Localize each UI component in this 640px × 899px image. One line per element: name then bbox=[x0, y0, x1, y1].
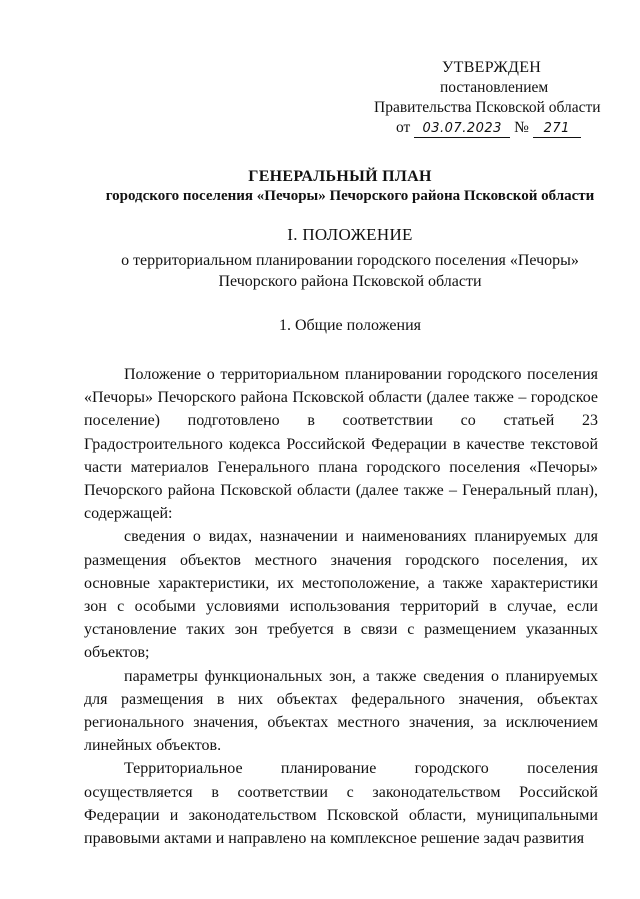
date-number-line bbox=[396, 118, 604, 138]
section-subtitle-line1: о территориальном планировании городского поселения «Печоры» bbox=[121, 252, 579, 269]
document-subtitle: городского поселения «Печоры» Печорского района Псковской области bbox=[105, 188, 595, 204]
section-subtitle-line2: Печорского района Псковской области bbox=[218, 273, 482, 290]
handwritten-date: 03.07.2023 bbox=[414, 121, 510, 138]
resolution-label: постановлением bbox=[440, 79, 549, 96]
handwritten-number: 271 bbox=[533, 121, 581, 138]
approved-label: УТВЕРЖДЕН bbox=[442, 59, 542, 76]
paragraph: параметры функциональных зон, а также сведения о планируемых для размещения в них объектах федерального значения, объектах регионального значения, объектах местного значения, за исключением линейных объектов. bbox=[84, 667, 598, 755]
document-title: ГЕНЕРАЛЬНЫЙ ПЛАН bbox=[248, 168, 432, 185]
paragraph: Положение о территориальном планировании городского поселения «Печоры» Печорского района Псковской области (далее также – городское поселение) подготовлено в соответствии со статьей 23 Градостроительного кодекса Российской Федерации в качестве текстовой части материалов Генерального плана городского поселения «Печоры» Печорского района Псковской области (далее также – Генеральный план), содержащей: bbox=[84, 366, 598, 523]
number-prefix: № bbox=[514, 119, 529, 136]
paragraph: Территориальное планирование городского поселения осуществляется в соответствии с законодательством Российской Федерации и законодательством Псковской области, муниципальными правовыми актами и направлено на комплексное решение задач развития bbox=[84, 760, 598, 848]
paragraph: сведения о видах, назначении и наименованиях планируемых для размещения объектов местного значения городского поселения, их основные характеристики, их местоположение, а также характеристики зон с особыми условиями использования территорий в случае, если установление таких зон требуется в связи с размещением указанных объектов; bbox=[84, 528, 598, 662]
government-label: Правительства Псковской области bbox=[374, 99, 601, 116]
subsection-heading: 1. Общие положения bbox=[278, 317, 422, 334]
date-prefix: от bbox=[396, 119, 411, 136]
approval-stamp bbox=[372, 58, 604, 138]
body-text bbox=[84, 363, 598, 850]
section-heading: I. ПОЛОЖЕНИЕ bbox=[287, 225, 413, 244]
